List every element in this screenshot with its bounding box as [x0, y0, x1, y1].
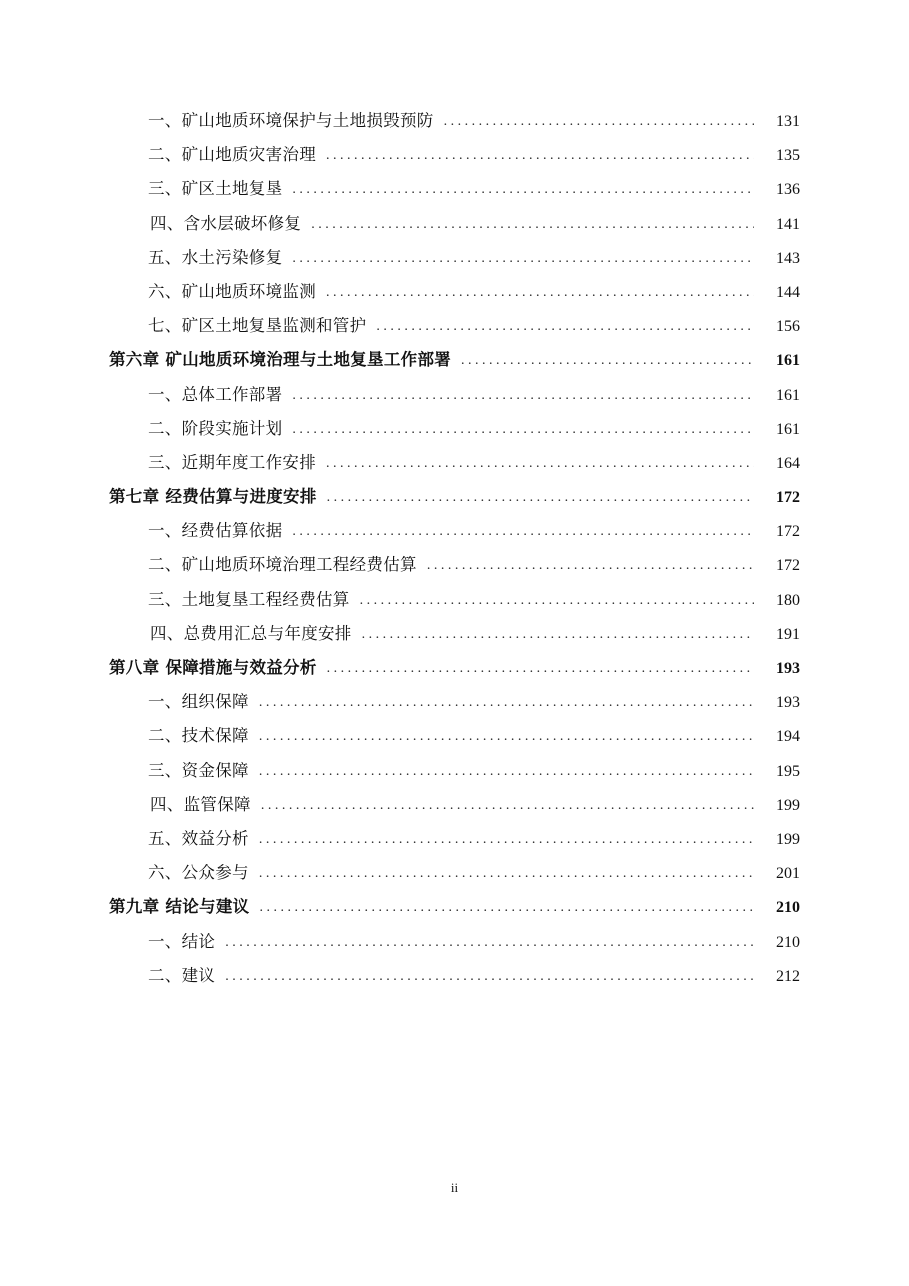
toc-entry[interactable]	[148, 416, 800, 442]
toc-entry-page: 201	[776, 865, 800, 883]
toc-row	[0, 275, 909, 309]
table-of-contents	[0, 104, 909, 993]
toc-entry-label: 六、公众参与	[148, 863, 249, 883]
toc-entry-page: 161	[776, 386, 800, 404]
toc-row	[0, 651, 909, 685]
toc-row	[0, 788, 909, 822]
toc-row	[0, 822, 909, 856]
toc-entry-page: 161	[776, 420, 800, 438]
toc-row	[0, 959, 909, 993]
toc-entry[interactable]	[148, 929, 800, 955]
dot-leader	[261, 793, 754, 819]
toc-entry-label: 一、结论	[148, 931, 216, 951]
toc-entry[interactable]	[148, 108, 800, 134]
dot-leader	[259, 724, 754, 750]
toc-entry-label: 四、总费用汇总与年度安排	[150, 623, 352, 643]
toc-row	[0, 446, 909, 480]
toc-row	[0, 925, 909, 959]
toc-entry-label: 三、近期年度工作安排	[148, 452, 316, 472]
toc-chapter-entry[interactable]	[109, 484, 800, 510]
toc-row	[0, 309, 909, 343]
toc-chapter-label: 第七章 经费估算与进度安排	[109, 487, 317, 507]
toc-chapter-page: 193	[776, 660, 800, 677]
toc-entry[interactable]	[150, 792, 800, 818]
toc-entry[interactable]	[148, 758, 800, 784]
toc-entry[interactable]	[148, 723, 800, 749]
toc-entry-label: 二、矿山地质灾害治理	[148, 145, 316, 165]
dot-leader	[292, 519, 754, 545]
toc-entry-page: 141	[776, 215, 800, 233]
toc-chapter-entry[interactable]	[109, 347, 800, 373]
dot-leader	[292, 383, 754, 409]
dot-leader	[292, 246, 754, 272]
toc-row	[0, 412, 909, 446]
dot-leader	[292, 417, 754, 443]
toc-entry-page: 143	[776, 249, 800, 267]
toc-row	[0, 754, 909, 788]
toc-entry[interactable]	[148, 382, 800, 408]
toc-entry-page: 144	[776, 283, 800, 301]
toc-entry-label: 四、含水层破坏修复	[150, 213, 302, 233]
toc-entry-label: 一、矿山地质环境保护与土地损毁预防	[148, 111, 434, 130]
dot-leader	[327, 485, 754, 511]
toc-entry-label: 二、矿山地质环境治理工程经费估算	[148, 555, 417, 575]
toc-row	[0, 514, 909, 548]
dot-leader	[376, 314, 754, 340]
toc-entry[interactable]	[148, 450, 800, 476]
dot-leader	[327, 656, 754, 682]
page-number: ii	[450, 1180, 459, 1195]
toc-entry-label: 二、建议	[148, 965, 216, 985]
toc-row	[0, 480, 909, 514]
dot-leader	[225, 930, 754, 956]
toc-chapter-page: 172	[776, 489, 800, 507]
toc-entry-label: 二、阶段实施计划	[148, 418, 283, 438]
toc-entry-label: 三、矿区土地复垦	[148, 179, 283, 199]
toc-entry-label: 五、效益分析	[148, 828, 249, 848]
toc-chapter-page: 161	[776, 352, 800, 370]
toc-row	[0, 138, 909, 172]
toc-entry[interactable]	[148, 826, 800, 852]
toc-row	[0, 719, 909, 753]
toc-row	[0, 241, 909, 275]
toc-row	[0, 172, 909, 206]
toc-row	[0, 617, 909, 651]
dot-leader	[311, 212, 754, 238]
toc-entry[interactable]	[148, 860, 800, 886]
toc-entry[interactable]	[148, 552, 800, 578]
toc-row	[0, 548, 909, 582]
toc-entry[interactable]	[150, 211, 800, 237]
toc-entry-label: 三、资金保障	[148, 760, 249, 780]
toc-entry-page: 156	[776, 318, 800, 336]
dot-leader	[427, 553, 754, 579]
toc-entry-label: 五、水土污染修复	[148, 247, 283, 267]
toc-row	[0, 207, 909, 241]
toc-entry[interactable]	[148, 313, 800, 339]
toc-entry[interactable]	[148, 245, 800, 271]
toc-entry-label: 一、经费估算依据	[148, 521, 283, 541]
dot-leader	[259, 690, 754, 716]
toc-entry-page: 212	[776, 967, 800, 985]
dot-leader	[259, 759, 754, 785]
toc-entry-page: 199	[776, 796, 800, 814]
toc-row	[0, 685, 909, 719]
dot-leader	[292, 177, 754, 203]
toc-entry-label: 二、技术保障	[148, 726, 249, 746]
toc-entry[interactable]	[148, 963, 800, 989]
toc-entry-page: 135	[776, 147, 800, 165]
toc-chapter-page: 210	[776, 899, 800, 917]
dot-leader	[259, 861, 754, 887]
dot-leader	[225, 964, 754, 990]
toc-chapter-label: 第九章 结论与建议	[109, 897, 250, 917]
toc-entry-label: 一、组织保障	[148, 692, 249, 712]
toc-entry-page: 164	[776, 454, 800, 472]
dot-leader	[259, 827, 754, 853]
toc-entry[interactable]	[148, 518, 800, 544]
toc-entry-page: 180	[776, 591, 800, 609]
dot-leader	[326, 280, 754, 306]
toc-entry[interactable]	[148, 587, 800, 613]
dot-leader	[259, 895, 754, 921]
toc-chapter-label: 第八章 保障措施与效益分析	[109, 658, 317, 677]
toc-entry-page: 172	[776, 557, 800, 575]
dot-leader	[326, 143, 754, 169]
toc-entry[interactable]	[148, 142, 800, 168]
dot-leader	[461, 348, 754, 374]
toc-entry-page: 191	[776, 625, 800, 643]
toc-entry-page: 195	[776, 762, 800, 780]
toc-entry-page: 131	[776, 113, 800, 130]
toc-row	[0, 104, 909, 138]
toc-entry-page: 194	[776, 728, 800, 746]
toc-chapter-entry[interactable]	[109, 894, 800, 920]
dot-leader	[362, 622, 754, 648]
dot-leader	[444, 109, 754, 135]
toc-entry[interactable]	[150, 621, 800, 647]
toc-entry-page: 193	[776, 694, 800, 712]
toc-entry-label: 一、总体工作部署	[148, 384, 283, 404]
toc-entry-page: 199	[776, 830, 800, 848]
toc-entry-label: 六、矿山地质环境监测	[148, 281, 316, 301]
toc-row	[0, 856, 909, 890]
toc-entry[interactable]	[148, 689, 800, 715]
toc-entry-label: 七、矿区土地复垦监测和管护	[148, 316, 367, 336]
toc-entry[interactable]	[148, 176, 800, 202]
toc-row	[0, 343, 909, 377]
toc-entry-page: 136	[776, 181, 800, 199]
toc-row	[0, 890, 909, 924]
toc-entry-label: 四、监管保障	[150, 794, 251, 814]
dot-leader	[360, 588, 754, 614]
toc-chapter-label: 第六章 矿山地质环境治理与土地复垦工作部署	[109, 350, 452, 370]
toc-row	[0, 378, 909, 412]
toc-chapter-entry[interactable]	[109, 655, 800, 681]
toc-entry-page: 210	[776, 933, 800, 951]
toc-entry-page: 172	[776, 523, 800, 541]
toc-row	[0, 583, 909, 617]
toc-entry[interactable]	[148, 279, 800, 305]
toc-entry-label: 三、土地复垦工程经费估算	[148, 589, 350, 609]
dot-leader	[326, 451, 754, 477]
